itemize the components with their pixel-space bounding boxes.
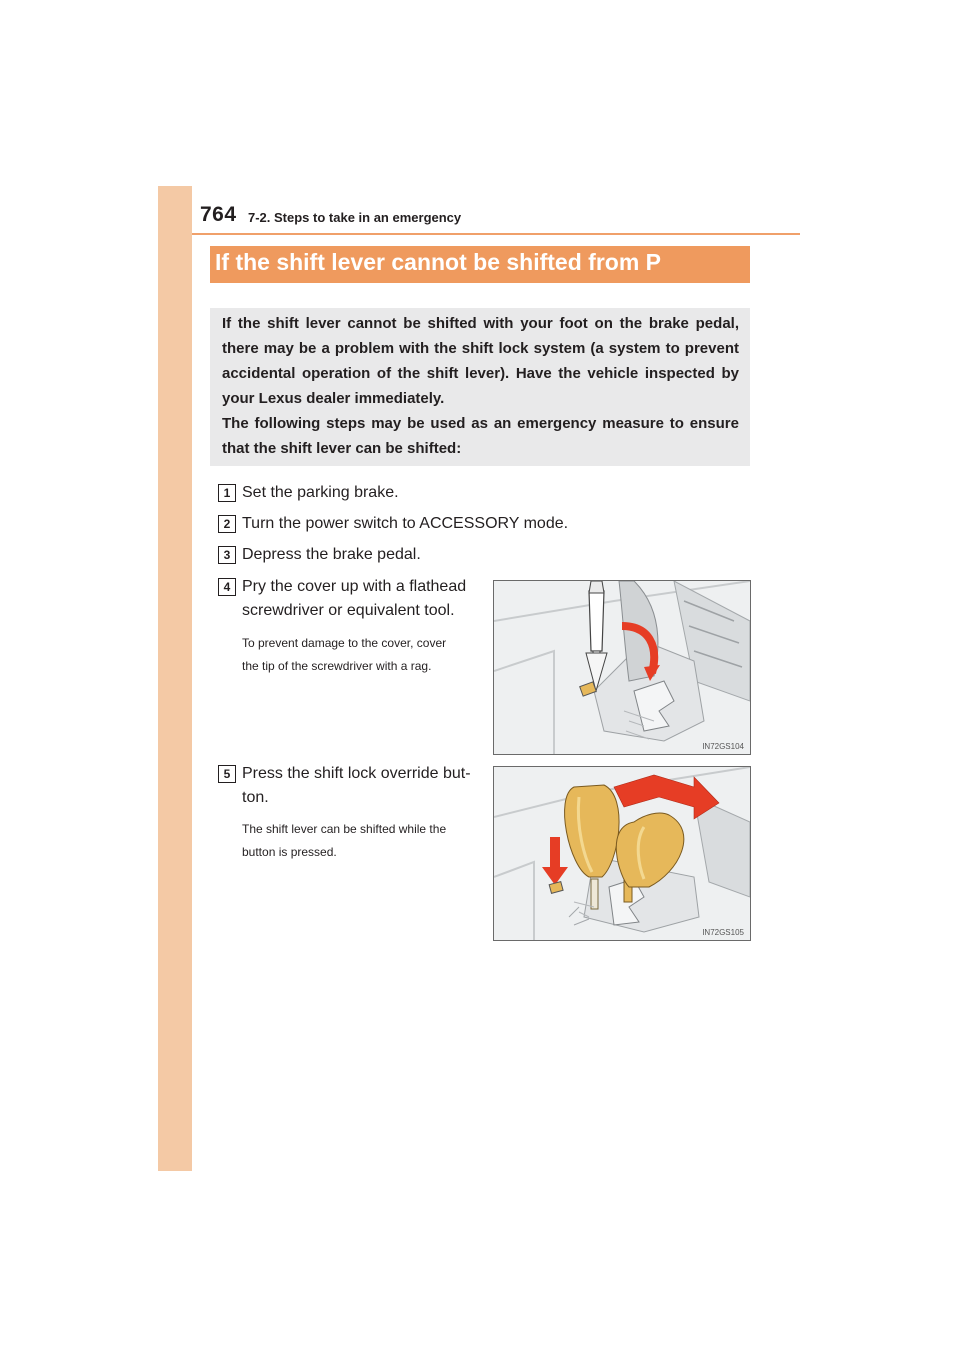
step-note-4-line2: the tip of the screwdriver with a rag. [242,659,432,673]
intro-paragraph-1: If the shift lever cannot be shifted with your foot on the brake pedal, there may be a problem with the shift lock system (a system to prevent accidental operation of the shift lever). Have the vehicle inspected by your Lexus dealer immediately. [222,315,739,407]
step-text-1: Set the parking brake. [242,484,399,501]
step-text-3: Depress the brake pedal. [242,546,421,563]
step-text-5-line2: ton. [242,789,269,806]
step-text-4-line1: Pry the cover up with a flathead [242,578,467,595]
step-number-1: 1 [218,484,236,502]
intro-paragraph-2: The following steps may be used as an emergency measure to ensure that the shift lever can be shifted: [222,415,739,457]
step-number-2: 2 [218,515,236,533]
step-text-5-line1: Press the shift lock override but- [242,765,471,782]
page-number: 764 [200,203,237,226]
figure-code-5: IN72GS105 [702,928,744,937]
step-text-4-line2: screwdriver or equivalent tool. [242,602,455,619]
side-tab [158,186,192,1171]
shift-lock-override-illustration [493,766,751,941]
intro-box [210,308,750,466]
section-title: If the shift lever cannot be shifted from P [215,249,662,275]
step-number-4: 4 [218,578,236,596]
running-head: 7-2. Steps to take in an emergency [248,210,462,225]
step-text-2: Turn the power switch to ACCESSORY mode. [242,515,569,532]
step-note-4-line1: To prevent damage to the cover, cover [242,636,447,650]
step-note-5-line2: button is pressed. [242,845,337,859]
screwdriver-cover-illustration [493,580,751,755]
section-heading-bar [210,246,750,283]
step-number-3: 3 [218,546,236,564]
figure-code-4: IN72GS104 [702,742,744,751]
step-number-5: 5 [218,765,236,783]
step-note-5-line1: The shift lever can be shifted while the [242,822,447,836]
header-rule [192,233,800,235]
